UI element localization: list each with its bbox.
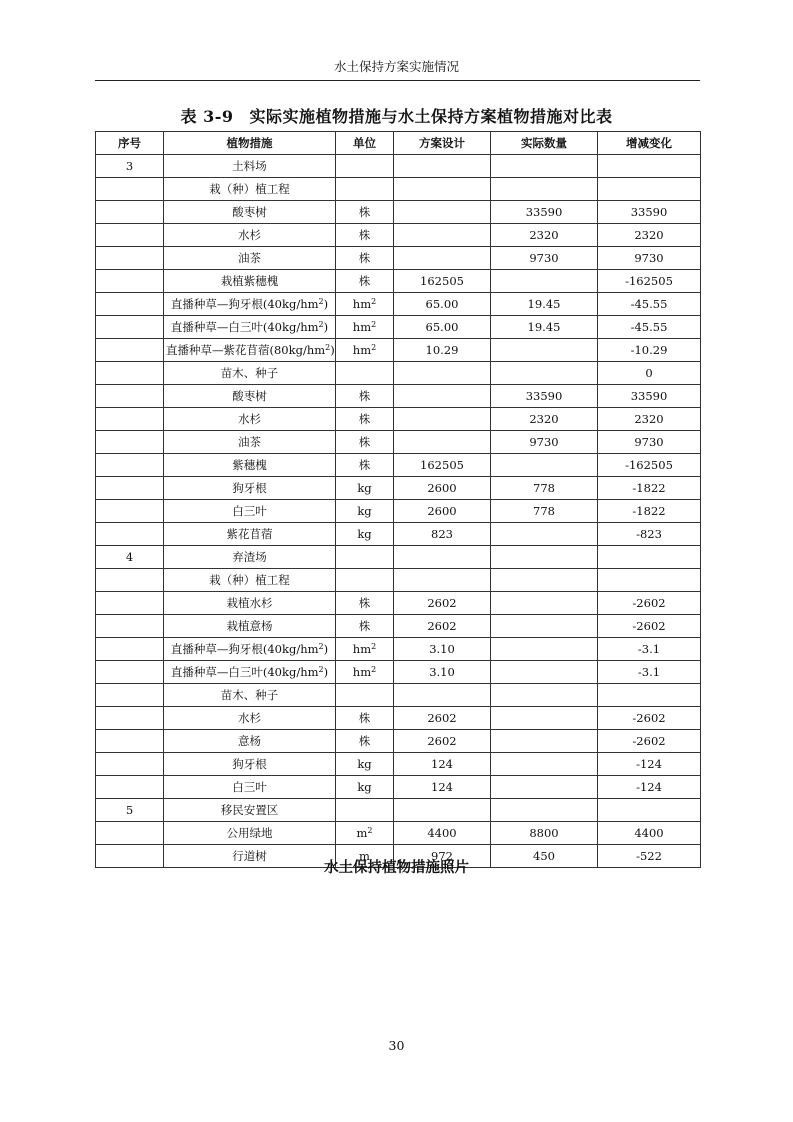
table-cell [598,799,701,822]
table-cell [96,270,164,293]
table-cell [491,362,598,385]
table-cell [96,822,164,845]
table-cell: -3.1 [598,661,701,684]
page-number: 30 [388,1038,405,1053]
table-cell: 株 [336,454,394,477]
table-cell: 124 [394,776,491,799]
table-cell [491,707,598,730]
table-cell [336,684,394,707]
table-cell: m [336,845,394,868]
table-cell [394,569,491,592]
table-row [96,753,701,776]
table-cell [394,408,491,431]
table-cell: 2320 [491,224,598,247]
table-cell: 移民安置区 [164,799,336,822]
table-cell: -124 [598,753,701,776]
table-cell [96,454,164,477]
table-cell: kg [336,753,394,776]
table-cell: 5 [96,799,164,822]
superscript: 2 [318,297,324,306]
table-cell [96,224,164,247]
table-cell: 9730 [491,431,598,454]
column-header: 单位 [336,132,394,155]
table-cell: -2602 [598,707,701,730]
table-cell: 栽植意杨 [164,615,336,638]
superscript: 2 [318,665,324,674]
photo-section-title: 水土保持植物措施照片 [324,859,469,876]
table-cell [394,431,491,454]
table-cell: 土料场 [164,155,336,178]
table-cell: 2600 [394,477,491,500]
table-cell [491,569,598,592]
table-row [96,431,701,454]
table-cell [491,753,598,776]
table-row [96,270,701,293]
table-cell: 栽（种）植工程 [164,178,336,201]
table-cell: 3 [96,155,164,178]
table-cell [491,178,598,201]
table-cell: -2602 [598,730,701,753]
table-cell [336,178,394,201]
table-cell [598,569,701,592]
column-header: 实际数量 [491,132,598,155]
header-rule [95,80,700,81]
table-cell [598,155,701,178]
comparison-table [95,131,701,868]
table-cell: 直播种草—紫花苜蓿$(80kg/hm^2)$ [164,339,336,362]
table-cell: 株 [336,201,394,224]
table-cell: 65.00 [394,316,491,339]
table-cell: 33590 [491,385,598,408]
column-header: 植物措施 [164,132,336,155]
table-cell [491,799,598,822]
table-cell: -823 [598,523,701,546]
table-cell: 白三叶 [164,776,336,799]
table-cell [394,224,491,247]
superscript: 2 [371,297,377,306]
table-row [96,224,701,247]
table-cell: 2320 [491,408,598,431]
table-cell: 株 [336,247,394,270]
table-cell: -45.55 [598,293,701,316]
table-row [96,776,701,799]
table-cell [491,615,598,638]
table-cell [491,523,598,546]
table-row [96,454,701,477]
table-cell [96,615,164,638]
column-header: 序号 [96,132,164,155]
table-cell: -45.55 [598,316,701,339]
table-cell: 33590 [598,385,701,408]
table-cell: 直播种草—白三叶$(40kg/hm^2)$ [164,661,336,684]
table-cell: kg [336,523,394,546]
table-cell: 3.10 [394,638,491,661]
table-cell [336,569,394,592]
table-cell [96,293,164,316]
table-row [96,385,701,408]
table-cell [394,684,491,707]
table-cell [96,730,164,753]
table-cell: 株 [336,615,394,638]
table-cell: 2320 [598,408,701,431]
table-cell [96,431,164,454]
table-cell [491,730,598,753]
table-cell: 意杨 [164,730,336,753]
table-row [96,822,701,845]
table-row [96,477,701,500]
table-cell [394,201,491,224]
table-caption: 实际实施植物措施与水土保持方案植物措施对比表 [249,107,613,126]
table-cell [96,477,164,500]
table-cell [96,684,164,707]
superscript: 2 [371,665,377,674]
table-cell [394,385,491,408]
table-cell: 酸枣树 [164,201,336,224]
table-cell: 4400 [394,822,491,845]
table-cell: 行道树 [164,845,336,868]
table-cell: -522 [598,845,701,868]
table-cell [491,638,598,661]
superscript: 2 [318,642,324,651]
table-cell: 狗牙根 [164,477,336,500]
table-cell: $hm^2$ [336,638,394,661]
section-row [96,546,701,569]
table-cell: -162505 [598,270,701,293]
table-row [96,293,701,316]
table-row [96,201,701,224]
table-cell [96,339,164,362]
group-row [96,178,701,201]
table-cell: 直播种草—白三叶$(40kg/hm^2)$ [164,316,336,339]
table-cell: 4 [96,546,164,569]
table-cell: kg [336,500,394,523]
table-cell [336,799,394,822]
table-cell: kg [336,776,394,799]
table-cell [96,178,164,201]
table-cell: 苗木、种子 [164,362,336,385]
table-cell [96,362,164,385]
table-cell [96,523,164,546]
table-cell: 9730 [598,431,701,454]
table-cell [336,546,394,569]
table-cell: 2602 [394,615,491,638]
table-cell: 株 [336,707,394,730]
table-cell: 水杉 [164,707,336,730]
table-cell: 紫花苜蓿 [164,523,336,546]
table-row [96,661,701,684]
table-row [96,615,701,638]
table-cell [96,247,164,270]
table-cell [336,362,394,385]
superscript: 2 [371,320,377,329]
table-cell: kg [336,477,394,500]
table-number: 表 3-9 [180,107,234,126]
table-cell: 8800 [491,822,598,845]
table-cell [96,776,164,799]
table-cell [598,684,701,707]
table-cell [394,178,491,201]
table-cell [394,155,491,178]
table-cell [96,316,164,339]
table-cell: 2602 [394,592,491,615]
table-cell: 酸枣树 [164,385,336,408]
table-cell: 19.45 [491,316,598,339]
table-cell: -2602 [598,615,701,638]
group-row [96,569,701,592]
table-cell: 778 [491,477,598,500]
table-cell: 水杉 [164,408,336,431]
table-cell: -124 [598,776,701,799]
table-cell: 株 [336,431,394,454]
table-cell: 株 [336,224,394,247]
table-cell: 直播种草—狗牙根$(40kg/hm^2)$ [164,638,336,661]
table-cell [96,569,164,592]
table-cell [96,661,164,684]
table-cell: 823 [394,523,491,546]
table-cell: 栽（种）植工程 [164,569,336,592]
table-cell: 紫穗槐 [164,454,336,477]
table-cell: 公用绿地 [164,822,336,845]
table-row [96,707,701,730]
table-body [96,155,701,868]
table-cell: 9730 [491,247,598,270]
table-cell [96,592,164,615]
superscript: 2 [367,826,373,835]
table-cell: 油茶 [164,247,336,270]
table-cell: 株 [336,408,394,431]
table-row [96,316,701,339]
table-cell: $hm^2$ [336,661,394,684]
table-cell [96,753,164,776]
table-cell [96,385,164,408]
superscript: 2 [371,343,377,352]
table-row [96,500,701,523]
table-cell: $hm^2$ [336,316,394,339]
table-cell [336,155,394,178]
table-cell: 株 [336,385,394,408]
table-row [96,638,701,661]
table-cell: 450 [491,845,598,868]
table-cell [96,201,164,224]
table-cell: 4400 [598,822,701,845]
table-cell [491,776,598,799]
table-cell: 2602 [394,707,491,730]
table-cell: 10.29 [394,339,491,362]
table-cell: 19.45 [491,293,598,316]
superscript: 2 [318,320,324,329]
table-cell [96,707,164,730]
table-header-row [96,132,701,155]
table-row [96,339,701,362]
table-cell: 0 [598,362,701,385]
section-row [96,799,701,822]
table-cell [394,247,491,270]
table-cell: 苗木、种子 [164,684,336,707]
table-cell: 株 [336,270,394,293]
table-cell: 直播种草—狗牙根$(40kg/hm^2)$ [164,293,336,316]
table-cell: 124 [394,753,491,776]
table-cell: 2600 [394,500,491,523]
table-cell: 972 [394,845,491,868]
table-cell [394,362,491,385]
table-title [0,104,793,127]
table-cell: -1822 [598,500,701,523]
superscript: 2 [371,642,377,651]
table-cell [491,684,598,707]
table-cell: -162505 [598,454,701,477]
table-cell: 水杉 [164,224,336,247]
table-row [96,523,701,546]
table-cell [96,500,164,523]
table-cell [598,178,701,201]
table-cell: 2602 [394,730,491,753]
table-cell: 栽植水杉 [164,592,336,615]
table-cell: 弃渣场 [164,546,336,569]
section-row [96,155,701,178]
table-cell: $m^2$ [336,822,394,845]
table-cell: $hm^2$ [336,293,394,316]
table-cell: 株 [336,592,394,615]
table-row [96,730,701,753]
table-cell: 栽植紫穗槐 [164,270,336,293]
column-header: 方案设计 [394,132,491,155]
table-cell: 162505 [394,270,491,293]
table-cell [491,546,598,569]
table-cell [394,799,491,822]
table-cell: 33590 [598,201,701,224]
table-cell [491,270,598,293]
table-cell [491,661,598,684]
table-cell: 65.00 [394,293,491,316]
table-cell [491,592,598,615]
table-cell: 9730 [598,247,701,270]
table-cell: 33590 [491,201,598,224]
table-cell: 778 [491,500,598,523]
table-cell: 株 [336,730,394,753]
table-cell: $hm^2$ [336,339,394,362]
table-cell [491,339,598,362]
column-header: 增减变化 [598,132,701,155]
table-row [96,247,701,270]
table-cell: -2602 [598,592,701,615]
table-cell [96,408,164,431]
group-row [96,684,701,707]
table-cell [598,546,701,569]
superscript: 2 [325,343,331,352]
page-header: 水土保持方案实施情况 [333,59,459,74]
table-cell: -1822 [598,477,701,500]
table-cell [491,155,598,178]
table-cell: 狗牙根 [164,753,336,776]
group-row [96,362,701,385]
table-cell: 3.10 [394,661,491,684]
table-cell: -3.1 [598,638,701,661]
table-cell [394,546,491,569]
table-row [96,592,701,615]
table-row [96,408,701,431]
table-cell: 162505 [394,454,491,477]
table-cell: -10.29 [598,339,701,362]
table-cell: 油茶 [164,431,336,454]
table-cell [96,638,164,661]
table-cell [491,454,598,477]
table-cell: 2320 [598,224,701,247]
table-cell: 白三叶 [164,500,336,523]
